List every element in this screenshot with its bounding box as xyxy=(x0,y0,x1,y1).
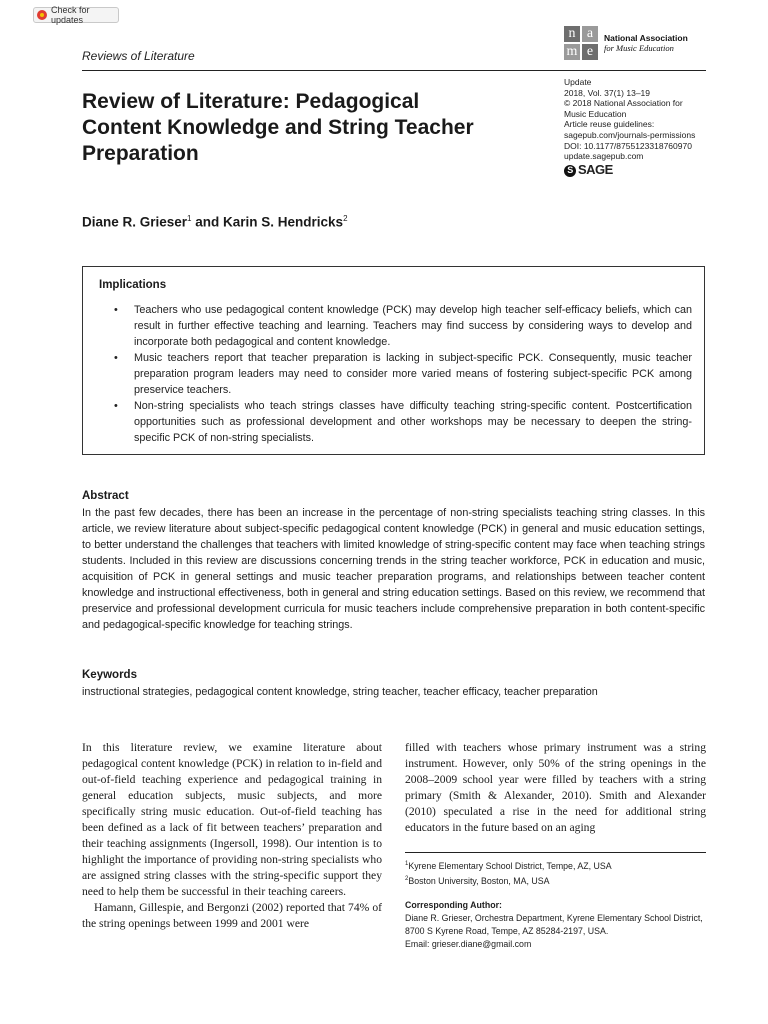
logo-letter: m xyxy=(564,44,580,60)
logo-letter: n xyxy=(564,26,580,42)
sage-logo xyxy=(564,162,714,178)
implication-item: • Non-string specialists who teach strings classes have difficulty teaching string-specific content. Postcertification opportunities such as professional development and other workshops may be necessary to deepen the string-specific PCK of non-string specialists. xyxy=(114,398,692,446)
meta-doi[interactable]: DOI: 10.1177/8755123318760970 xyxy=(564,140,692,151)
body-column-left xyxy=(82,740,382,932)
implication-item: • Teachers who use pedagogical content knowledge (PCK) may develop high teacher self-efficacy beliefs, which can result in further effective teaching and learning. Teachers may find success by considering ways to develop and incorporate both pedagogical and content knowledge. xyxy=(114,302,692,350)
implications-list xyxy=(114,302,692,446)
footnotes xyxy=(405,858,715,951)
nafme-logo-mark xyxy=(564,26,598,60)
author-list xyxy=(82,214,348,230)
meta-journal: Update xyxy=(564,77,592,87)
article-title: Review of Literature: Pedagogical Content Knowledge and String Teacher Preparation xyxy=(82,90,474,165)
header-rule xyxy=(82,70,706,71)
footnote-rule xyxy=(405,852,706,853)
sage-label: SAGE xyxy=(578,162,613,178)
affiliation-text: Kyrene Elementary School District, Tempe, AZ, USA xyxy=(408,860,612,871)
corresponding-author-heading: Corresponding Author: xyxy=(405,899,502,910)
check-for-updates-badge[interactable] xyxy=(33,7,119,23)
affiliation-mark: 1 xyxy=(405,861,409,867)
crossmark-icon xyxy=(37,10,47,20)
implications-heading: Implications xyxy=(99,279,167,291)
keywords-heading: Keywords xyxy=(82,669,137,681)
corresponding-author-address: Diane R. Grieser, Orchestra Department, Kyrene Elementary School District, 8700 S Kyrene Road, Tempe, AZ 85284-2197, USA. xyxy=(405,912,703,936)
check-for-updates-label: Check for updates xyxy=(51,5,90,25)
author-name: Karin S. Hendricks xyxy=(223,214,344,230)
meta-reuse: Article reuse guidelines: xyxy=(564,119,655,130)
implications-box xyxy=(82,266,705,455)
implication-item: • Music teachers report that teacher preparation is lacking in subject-specific PCK. Consequently, music teacher preparation program leaders may need to consider more varied means of fostering subject-specific PCK among preservice teachers. xyxy=(114,350,692,398)
affiliation-mark: 2 xyxy=(405,875,409,882)
abstract-heading: Abstract xyxy=(82,490,129,502)
publisher-name xyxy=(604,33,688,53)
body-paragraph: Hamann, Gillespie, and Bergonzi (2002) reported that 74% of the string openings between 1999 and 2001 were xyxy=(82,901,382,930)
keywords-text: instructional strategies, pedagogical content knowledge, string teacher, teacher efficacy, teacher preparation xyxy=(82,686,598,698)
meta-copyright-cont: Music Education xyxy=(564,108,627,119)
author-name: Diane R. Grieser xyxy=(82,214,188,230)
meta-volume: 2018, Vol. 37(1) 13–19 xyxy=(564,87,651,98)
publisher-name-line2: for Music Education xyxy=(604,43,674,53)
body-paragraph: In this literature review, we examine literature about pedagogical content knowledge (PCK) in relation to in-field and out-of-field teaching experience and pedagogical training in general education subjects, music subjects, and more specifically string music education. Out-of-field teaching has been defined as a lack of fit between teachers’ preparation and their teaching assignments (Ingersoll, 1998). Our intention is to highlight the importance of providing non-string specialists who are assigned string classes with the string-specific support they need to help them be successful in their teaching careers. xyxy=(82,741,382,898)
publisher-name-line1: National Association xyxy=(604,33,688,43)
nafme-logo xyxy=(564,26,688,60)
meta-journal-url[interactable]: update.sagepub.com xyxy=(564,151,644,162)
author-affiliation-mark: 1 xyxy=(187,214,192,223)
author-affiliation-mark: 2 xyxy=(343,214,348,223)
sage-circle-icon: S xyxy=(564,165,576,177)
logo-letter: e xyxy=(582,44,598,60)
article-metadata xyxy=(564,77,714,177)
affiliation-text: Boston University, Boston, MA, USA xyxy=(408,875,550,886)
journal-section-label: Reviews of Literature xyxy=(82,49,195,63)
abstract-text: In the past few decades, there has been an increase in the percentage of non-string specialists teaching string classes. In this article, we review literature about subject-specific pedagogical content knowledge (PCK) in general and music education settings, to better understand the challenges that teachers with limited knowledge of string-specific content may face when teaching strings students. Included in this review are discussions concerning trends in the string teacher workforce, PCK in education and music, acquisition of PCK in general settings and music teacher preparation programs, and relationships between teacher content knowledge and instructional effectiveness, both in general and string education settings. Based on this review, we recommend that preservice and professional development curricula for music teachers include comprehensive preparation in both content-specific and pedagogical-specific knowledge for teaching strings. xyxy=(82,507,705,631)
meta-permissions-link[interactable]: sagepub.com/journals-permissions xyxy=(564,129,696,140)
corresponding-author-email[interactable]: Email: grieser.diane@gmail.com xyxy=(405,938,532,949)
affiliation-2 xyxy=(405,873,715,888)
body-column-right xyxy=(405,740,706,836)
body-paragraph: filled with teachers whose primary instrument was a string instrument. However, only 50% of the string openings in the 2008–2009 school year were filled by teachers with a string primary (Smith & Alexander, 2010). Smith and Alexander (2010) speculated a rise in the need for additional string educators in the future based on an aging xyxy=(405,741,706,834)
logo-letter: a xyxy=(582,26,598,42)
affiliation-1 xyxy=(405,858,715,873)
author-joiner: and xyxy=(191,214,224,230)
meta-copyright: © 2018 National Association for xyxy=(564,98,683,109)
